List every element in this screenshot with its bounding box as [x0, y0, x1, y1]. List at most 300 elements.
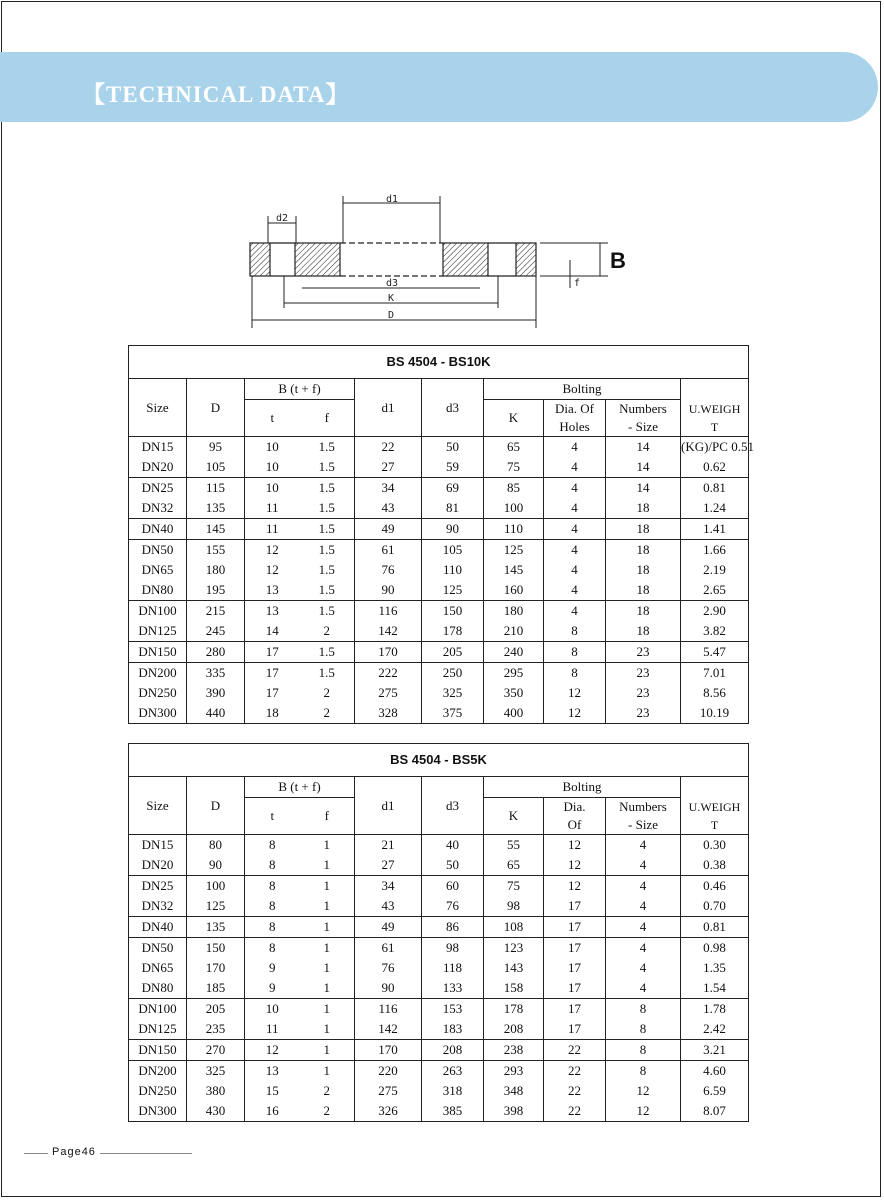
table-cell: 145	[187, 519, 245, 540]
table-cell: 17	[544, 917, 606, 938]
table-cell: 75	[484, 876, 544, 897]
table-row	[129, 703, 749, 724]
table-cell: 6.59	[681, 1081, 749, 1101]
table-cell: 390	[187, 683, 245, 703]
table-row	[129, 457, 749, 478]
table-cell: 86	[422, 917, 484, 938]
table-cell: 220	[355, 1061, 422, 1082]
table-cell: 240	[484, 642, 544, 663]
col-f: f	[300, 400, 355, 437]
table-cell: DN20	[129, 457, 187, 478]
table-cell: 11	[245, 1019, 300, 1040]
table-cell: 1.5	[300, 498, 355, 519]
table-row	[129, 835, 749, 856]
table-cell: DN15	[129, 437, 187, 458]
table-cell: 14	[606, 457, 681, 478]
table-cell: 7.01	[681, 663, 749, 684]
table-cell: 13	[245, 580, 300, 601]
table-cell: 170	[355, 642, 422, 663]
table-cell: 4	[544, 601, 606, 622]
table-row	[129, 540, 749, 561]
table-cell: 1	[300, 978, 355, 999]
table-cell: 8	[544, 621, 606, 642]
table-cell: 2.19	[681, 560, 749, 580]
col-dia: Dia. Of	[544, 798, 606, 835]
table-cell: 2.90	[681, 601, 749, 622]
table-cell: 133	[422, 978, 484, 999]
table-cell: DN20	[129, 855, 187, 876]
table-cell: 43	[355, 498, 422, 519]
table-cell: 43	[355, 896, 422, 917]
table-cell: 143	[484, 958, 544, 978]
table-cell: 17	[245, 683, 300, 703]
table-cell: 2.65	[681, 580, 749, 601]
col-f: f	[300, 798, 355, 835]
table-cell: 2	[323, 1083, 330, 1098]
table-cell: 17	[544, 1019, 606, 1040]
table-cell: 17	[544, 958, 606, 978]
table-title: BS 4504 - BS5K	[129, 744, 749, 777]
table-cell: 215	[187, 601, 245, 622]
table-cell: 208	[484, 1019, 544, 1040]
col-b: B (t + f)	[245, 777, 355, 798]
table-cell: 325	[422, 683, 484, 703]
table-cell: 328	[355, 703, 422, 724]
flange-section	[250, 243, 536, 276]
col-size: Size	[129, 777, 187, 835]
table-cell: 4.60	[681, 1061, 749, 1082]
table-cell: 178	[422, 621, 484, 642]
table-cell: 3.21	[681, 1040, 749, 1061]
table-cell: 61	[355, 938, 422, 959]
table-cell: 110	[422, 560, 484, 580]
table-cell: 12	[544, 703, 606, 724]
table-cell: 10.19	[681, 703, 749, 724]
table-cell: 210	[484, 621, 544, 642]
table-cell: 8	[245, 835, 300, 856]
table-cell: 1.24	[681, 498, 749, 519]
table-cell: 150	[422, 601, 484, 622]
col-d: D	[187, 777, 245, 835]
table-cell: 12	[245, 1040, 300, 1061]
table-cell: 13	[245, 601, 300, 622]
table-cell: 8	[544, 663, 606, 684]
table-cell: 350	[484, 683, 544, 703]
table-cell: 4	[544, 498, 606, 519]
table-cell: 1	[300, 1040, 355, 1061]
table-row	[129, 917, 749, 938]
table-cell: DN25	[129, 478, 187, 499]
table-cell: 23	[606, 703, 681, 724]
table-cell: 2.42	[681, 1019, 749, 1040]
table-cell: 14	[606, 478, 681, 499]
table-cell: 10	[245, 478, 300, 499]
table-cell: 150	[187, 938, 245, 959]
table-cell: 275	[355, 683, 422, 703]
table-cell: 60	[422, 876, 484, 897]
table-cell: 105	[422, 540, 484, 561]
table-cell: 295	[484, 663, 544, 684]
table-cell: 8	[606, 1019, 681, 1040]
table-cell: 95	[187, 437, 245, 458]
table-cell: 27	[355, 855, 422, 876]
table-cell: 4	[606, 896, 681, 917]
table-cell: DN15	[129, 835, 187, 856]
table-bs10k	[128, 345, 754, 724]
table-cell: 80	[187, 835, 245, 856]
table-row	[129, 978, 749, 999]
table-cell: DN100	[129, 601, 187, 622]
table-cell: 8	[606, 1040, 681, 1061]
table-cell: 1.5	[300, 519, 355, 540]
table-cell: 1.35	[681, 958, 749, 978]
table-cell: 235	[187, 1019, 245, 1040]
table-cell: DN150	[129, 1040, 187, 1061]
table-cell: 2	[300, 703, 355, 724]
table-cell: 123	[484, 938, 544, 959]
table-cell: 145	[484, 560, 544, 580]
col-d3: d3	[422, 379, 484, 437]
table-cell: 4	[606, 958, 681, 978]
table-cell: 0.81	[681, 478, 749, 499]
table-cell: 115	[187, 478, 245, 499]
table-cell: 440	[187, 703, 245, 724]
table-cell: 0.38	[681, 855, 749, 876]
table-cell: 22	[544, 1081, 606, 1101]
table-cell: 155	[187, 540, 245, 561]
table-cell: 170	[355, 1040, 422, 1061]
table-cell: DN80	[129, 580, 187, 601]
table-cell: 4	[544, 519, 606, 540]
col-bolting: Bolting	[484, 777, 681, 798]
table-row	[129, 580, 749, 601]
table-cell: 375	[422, 703, 484, 724]
table-cell: 105	[187, 457, 245, 478]
table-cell: 2	[300, 1101, 355, 1122]
label-d1: d1	[386, 194, 399, 205]
table-cell: 59	[422, 457, 484, 478]
col-t: t	[245, 400, 300, 437]
table-cell: 100	[187, 876, 245, 897]
table-cell: DN200	[129, 1061, 187, 1082]
table-cell: 4	[606, 876, 681, 897]
col-uw: U.WEIGH T	[681, 400, 749, 437]
table-cell: 8.07	[681, 1101, 749, 1122]
label-d3: d3	[386, 278, 399, 289]
table-cell: 178	[484, 999, 544, 1020]
table-cell: 108	[484, 917, 544, 938]
table-cell: 222	[355, 663, 422, 684]
table-cell: 18	[606, 498, 681, 519]
table-cell: 293	[484, 1061, 544, 1082]
table-row	[129, 1101, 749, 1122]
table-cell: 18	[606, 519, 681, 540]
table-cell: 50	[422, 437, 484, 458]
table-cell: 90	[187, 855, 245, 876]
table-cell: 1.54	[681, 978, 749, 999]
table-cell: 18	[606, 601, 681, 622]
table-cell: 325	[187, 1061, 245, 1082]
table-row	[129, 601, 749, 622]
page-number: Page46	[52, 1146, 96, 1158]
table-cell: 238	[484, 1040, 544, 1061]
table-cell: DN50	[129, 540, 187, 561]
table-cell: 1.5	[300, 457, 355, 478]
table-cell: DN40	[129, 917, 187, 938]
table-cell: 180	[187, 560, 245, 580]
table-cell: 22	[544, 1101, 606, 1122]
table-cell: 263	[422, 1061, 484, 1082]
table-row	[129, 1081, 749, 1101]
table-cell: 335	[187, 663, 245, 684]
table-cell: 318	[422, 1081, 484, 1101]
table-cell: 21	[355, 835, 422, 856]
table-cell: DN125	[129, 1019, 187, 1040]
table-cell: 195	[187, 580, 245, 601]
table-cell: 9	[245, 978, 300, 999]
table-cell: 90	[355, 978, 422, 999]
table-cell: 12	[544, 683, 606, 703]
table-row	[129, 1040, 749, 1061]
table-cell: 22	[355, 437, 422, 458]
table-cell: 8	[245, 876, 300, 897]
table-cell: 1.5	[318, 542, 335, 557]
table-cell: 14	[245, 621, 300, 642]
table-row	[129, 876, 749, 897]
table-row	[129, 1019, 749, 1040]
table-cell: 8.56	[681, 683, 749, 703]
table-cell: 76	[355, 560, 422, 580]
table-cell: 12	[606, 1101, 681, 1122]
table-cell: 4	[606, 938, 681, 959]
table-cell: 1.5	[300, 642, 355, 663]
table-cell: 2	[323, 685, 330, 700]
col-k: K	[484, 400, 544, 437]
col-bolting: Bolting	[484, 379, 681, 400]
col-d: D	[187, 379, 245, 437]
table-cell: 1	[323, 960, 330, 975]
table-cell: DN40	[129, 519, 187, 540]
table-cell: DN300	[129, 703, 187, 724]
table-cell: DN200	[129, 663, 187, 684]
table-cell: 1.66	[681, 540, 749, 561]
table-cell: 125	[484, 540, 544, 561]
table-cell: 18	[606, 560, 681, 580]
table-cell: 17	[544, 938, 606, 959]
table-cell: 34	[355, 478, 422, 499]
table-cell: 75	[484, 457, 544, 478]
label-d2: d2	[276, 213, 289, 224]
table-cell: 430	[187, 1101, 245, 1122]
col-uw-spacer	[681, 777, 749, 798]
col-num: Numbers - Size	[606, 798, 681, 835]
table-cell: 8	[245, 938, 300, 959]
table-title: BS 4504 - BS10K	[129, 346, 749, 379]
col-uw: U.WEIGH T	[681, 798, 749, 835]
table-cell: 116	[355, 999, 422, 1020]
table-cell: 380	[187, 1081, 245, 1101]
table-cell: 49	[355, 917, 422, 938]
table-cell: 22	[544, 1040, 606, 1061]
table-cell: 0.98	[681, 938, 749, 959]
table-cell: 3.82	[681, 621, 749, 642]
table-cell: 116	[355, 601, 422, 622]
table-cell: 1.41	[681, 519, 749, 540]
table-cell: 2	[300, 621, 355, 642]
table-cell: 34	[355, 876, 422, 897]
table-cell: 398	[484, 1101, 544, 1122]
table-cell: 23	[606, 683, 681, 703]
table-cell: 1	[323, 1063, 330, 1078]
table-cell: 0.81	[681, 917, 749, 938]
table-cell: 385	[422, 1101, 484, 1122]
table-cell: 17	[544, 978, 606, 999]
table-cell: 1.5	[318, 665, 335, 680]
table-cell: DN65	[129, 560, 187, 580]
table-cell: 142	[355, 1019, 422, 1040]
table-cell: 326	[355, 1101, 422, 1122]
table-cell: 23	[606, 642, 681, 663]
table-cell: 142	[355, 621, 422, 642]
table-cell: 49	[355, 519, 422, 540]
table-cell: 208	[422, 1040, 484, 1061]
table-cell: 9	[245, 958, 300, 978]
table-cell: 1	[323, 1001, 330, 1016]
table-cell: 135	[187, 917, 245, 938]
table-cell: (KG)/PC 0.51	[681, 437, 749, 458]
table-cell: 10	[245, 457, 300, 478]
table-cell: 4	[544, 580, 606, 601]
table-cell: 4	[606, 917, 681, 938]
table-cell: 76	[422, 896, 484, 917]
table-cell: 17	[245, 663, 300, 684]
table-row	[129, 642, 749, 663]
table-cell: 5.47	[681, 642, 749, 663]
table-cell: 76	[355, 958, 422, 978]
table-cell: DN250	[129, 683, 187, 703]
table-cell: 22	[544, 1061, 606, 1082]
table-cell: 8	[544, 642, 606, 663]
table-row	[129, 999, 749, 1020]
table-cell: DN250	[129, 1081, 187, 1101]
table-cell: DN32	[129, 498, 187, 519]
table-cell: 1.5	[318, 480, 335, 495]
table-cell: 270	[187, 1040, 245, 1061]
table-cell: 100	[484, 498, 544, 519]
table-cell: 65	[484, 437, 544, 458]
table-cell: 18	[606, 540, 681, 561]
table-cell: 98	[484, 896, 544, 917]
table-cell: DN125	[129, 621, 187, 642]
table-cell: DN150	[129, 642, 187, 663]
col-d3: d3	[422, 777, 484, 835]
table-cell: 11	[245, 519, 300, 540]
table-cell: 12	[245, 560, 300, 580]
table-cell: 8	[245, 896, 300, 917]
col-size: Size	[129, 379, 187, 437]
table-cell: 160	[484, 580, 544, 601]
table-cell: 8	[606, 1061, 681, 1082]
footer-rule-left	[24, 1153, 48, 1154]
table-cell: 98	[422, 938, 484, 959]
table-cell: DN100	[129, 999, 187, 1020]
table-cell: 125	[187, 896, 245, 917]
table-cell: DN25	[129, 876, 187, 897]
table-row	[129, 1061, 749, 1082]
table-cell: 1	[300, 917, 355, 938]
table-cell: 348	[484, 1081, 544, 1101]
table-cell: 1	[300, 896, 355, 917]
table-cell: 90	[355, 580, 422, 601]
flange-diagram	[240, 188, 640, 338]
table-cell: 8	[245, 855, 300, 876]
table-cell: 125	[422, 580, 484, 601]
table-cell: 50	[422, 855, 484, 876]
table-cell: 135	[187, 498, 245, 519]
table-cell: 12	[245, 540, 300, 561]
table-cell: 1	[300, 855, 355, 876]
table-cell: 1.5	[300, 580, 355, 601]
table-cell: 118	[422, 958, 484, 978]
footer-rule	[100, 1153, 192, 1154]
table-cell: 13	[245, 1061, 300, 1082]
table-cell: 4	[606, 855, 681, 876]
table-cell: 0.30	[681, 835, 749, 856]
table-row	[129, 437, 749, 458]
table-cell: 14	[606, 437, 681, 458]
col-t: t	[245, 798, 300, 835]
table-row	[129, 663, 749, 684]
table-row	[129, 855, 749, 876]
table-cell: 4	[544, 478, 606, 499]
table-cell: 0.46	[681, 876, 749, 897]
table-cell: 275	[355, 1081, 422, 1101]
table-cell: 40	[422, 835, 484, 856]
table-row	[129, 896, 749, 917]
table-cell: 170	[187, 958, 245, 978]
table-row	[129, 938, 749, 959]
table-cell: 205	[187, 999, 245, 1020]
table-cell: 1.5	[318, 603, 335, 618]
table-cell: 15	[245, 1081, 300, 1101]
table-cell: 280	[187, 642, 245, 663]
table-cell: 250	[422, 663, 484, 684]
table-row	[129, 478, 749, 499]
table-cell: 4	[544, 437, 606, 458]
table-cell: 16	[245, 1101, 300, 1122]
page-title: 【TECHNICAL DATA】	[82, 82, 350, 107]
table-cell: DN65	[129, 958, 187, 978]
table-cell: 4	[544, 540, 606, 561]
table-cell: 10	[245, 437, 300, 458]
col-dia: Dia. Of Holes	[544, 400, 606, 437]
label-b: B	[610, 248, 626, 273]
table-cell: 1	[323, 837, 330, 852]
table-cell: 81	[422, 498, 484, 519]
table-cell: 4	[606, 978, 681, 999]
table-cell: 85	[484, 478, 544, 499]
label-d: D	[388, 310, 395, 321]
table-cell: 400	[484, 703, 544, 724]
col-b: B (t + f)	[245, 379, 355, 400]
table-cell: 1.78	[681, 999, 749, 1020]
table-cell: 185	[187, 978, 245, 999]
table-cell: 205	[422, 642, 484, 663]
table-cell: 1	[323, 940, 330, 955]
table-cell: 23	[606, 663, 681, 684]
table-cell: 245	[187, 621, 245, 642]
table-cell: 11	[245, 498, 300, 519]
